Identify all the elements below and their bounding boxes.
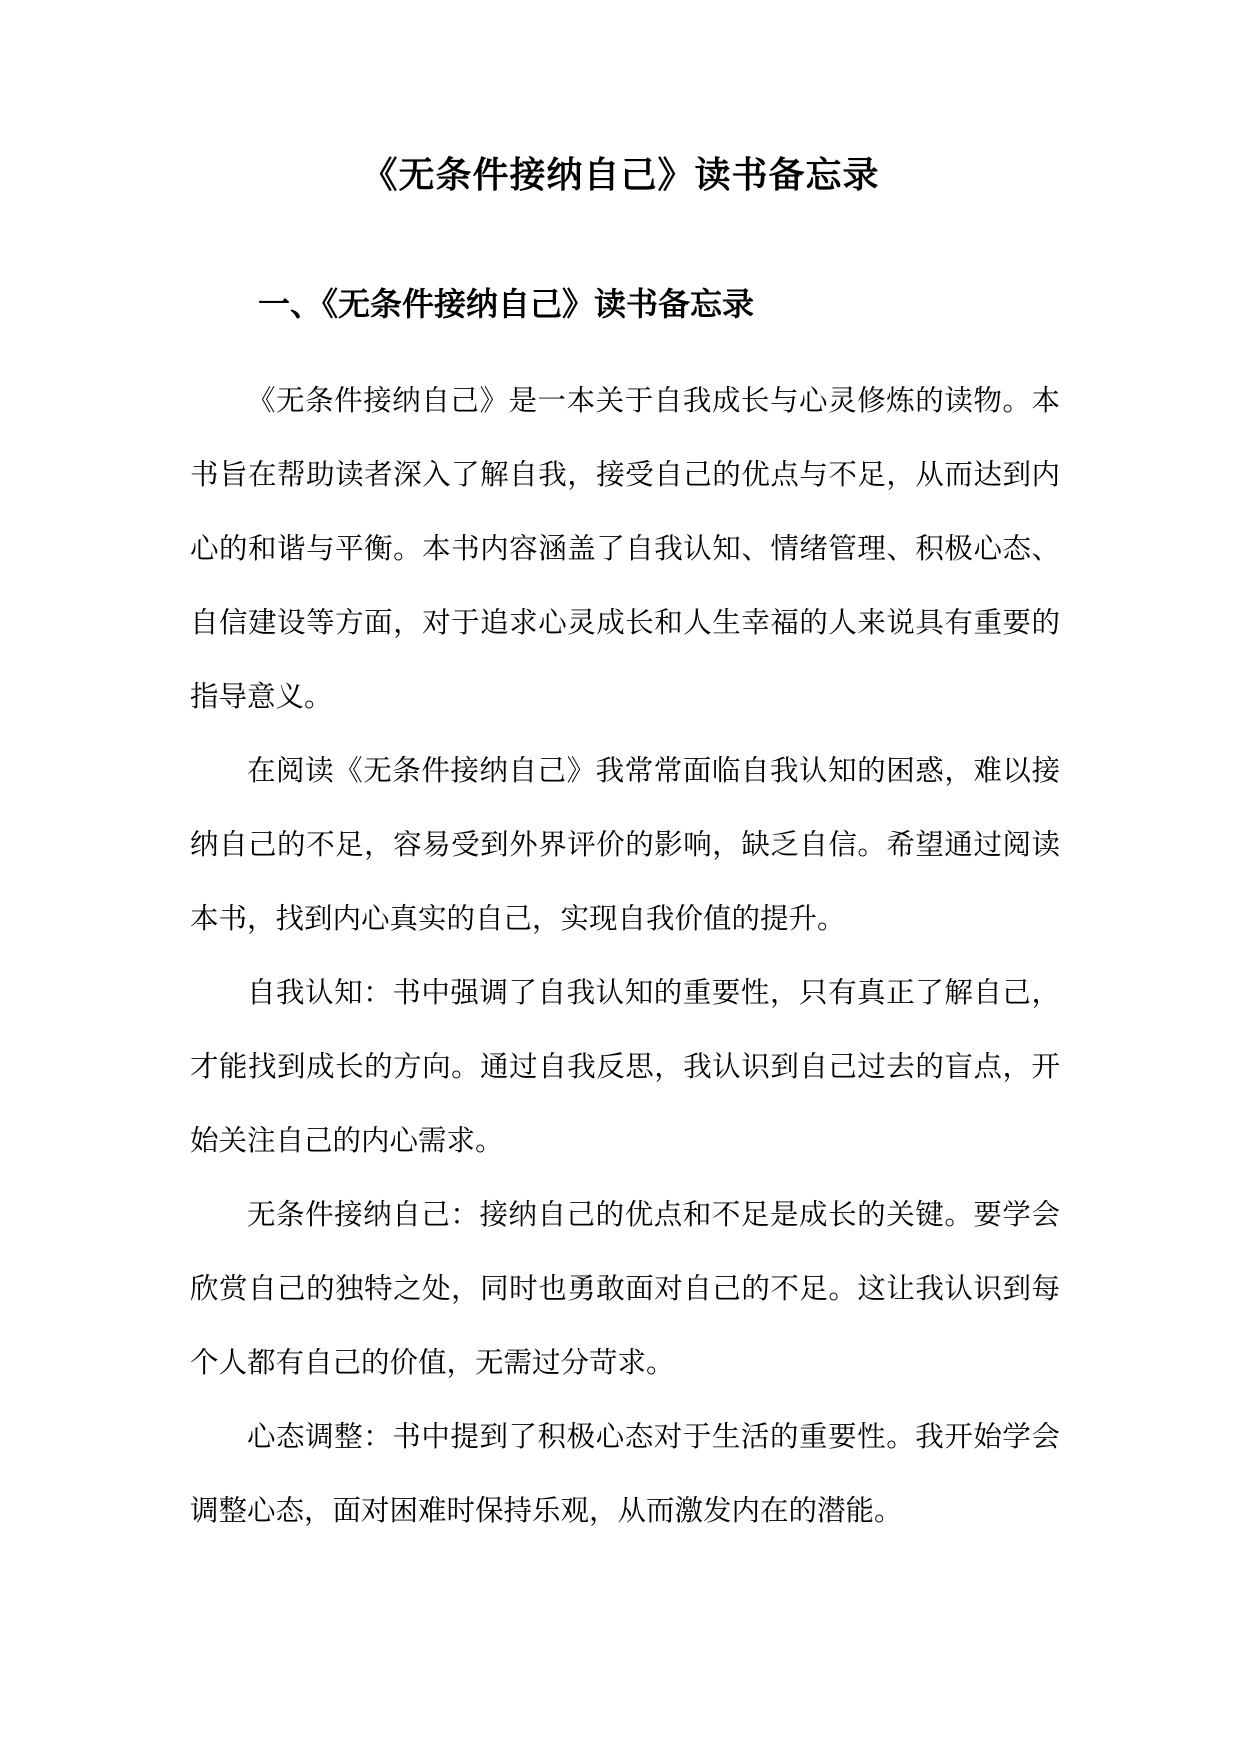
- paragraph-self-awareness: 自我认知：书中强调了自我认知的重要性，只有真正了解自己，才能找到成长的方向。通过自我反思，我认识到自己过去的盲点，开始关注自己的内心需求。: [190, 976, 1060, 1157]
- document-title: 《无条件接纳自己》读书备忘录: [361, 154, 880, 196]
- section-heading: 一、《无条件接纳自己》读书备忘录: [258, 285, 755, 323]
- body-text: [190, 364, 1060, 1548]
- paragraph-self-acceptance: 无条件接纳自己：接纳自己的优点和不足是成长的关键。要学会欣赏自己的独特之处，同时也勇敢面对自己的不足。这让我认识到每个人都有自己的价值，无需过分苛求。: [190, 1198, 1060, 1379]
- paragraph-reading-goal: 在阅读《无条件接纳自己》我常常面临自我认知的困惑，难以接纳自己的不足，容易受到外界评价的影响，缺乏自信。希望通过阅读本书，找到内心真实的自己，实现自我价值的提升。: [190, 754, 1060, 935]
- paragraph-intro: 《无条件接纳自己》是一本关于自我成长与心灵修炼的读物。本书旨在帮助读者深入了解自我，接受自己的优点与不足，从而达到内心的和谐与平衡。本书内容涵盖了自我认知、情绪管理、积极心态、自信建设等方面，对于追求心灵成长和人生幸福的人来说具有重要的指导意义。: [190, 384, 1060, 713]
- paragraph-mindset: 心态调整：书中提到了积极心态对于生活的重要性。我开始学会调整心态，面对困难时保持乐观，从而激发内在的潜能。: [190, 1420, 1060, 1527]
